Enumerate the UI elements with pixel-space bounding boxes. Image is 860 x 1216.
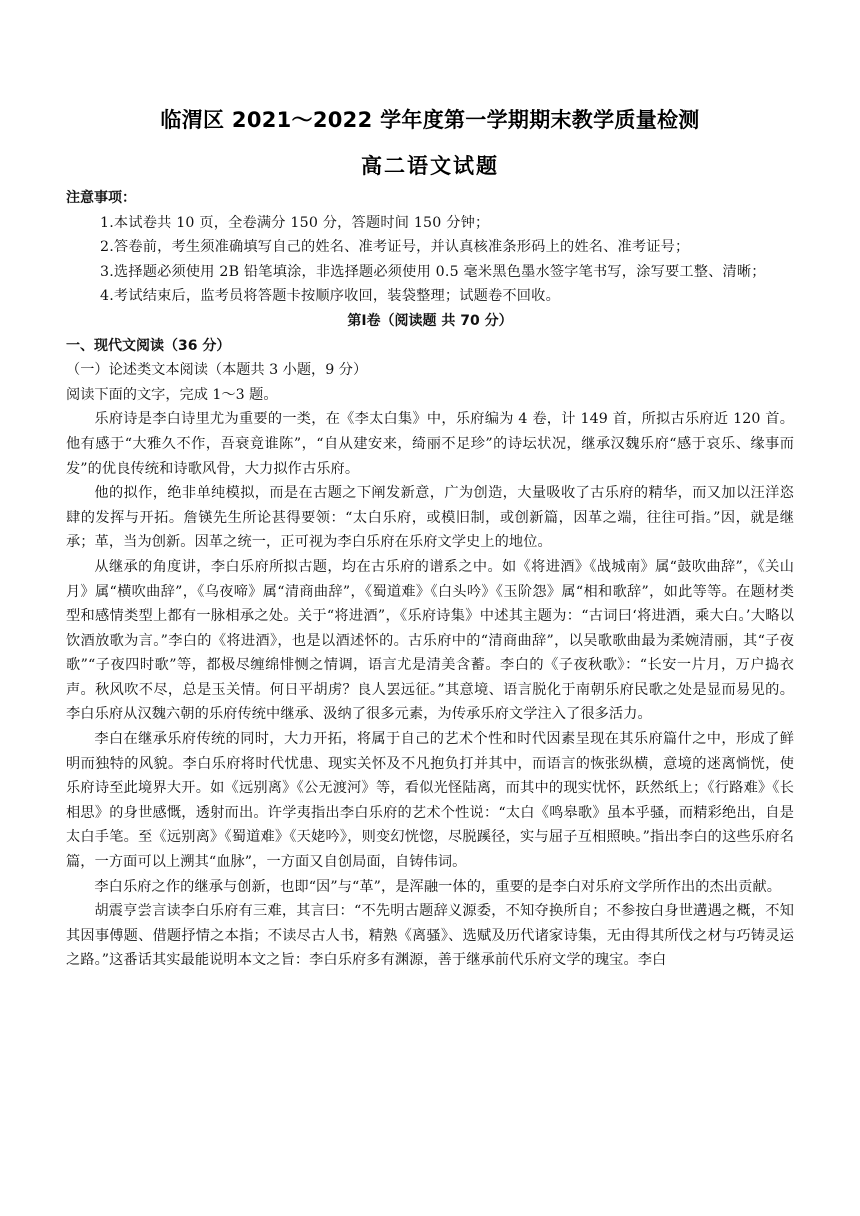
note-item: 3.选择题必须使用 2B 铅笔填涂，非选择题必须使用 0.5 毫米黑色墨水签字笔书写，涂写要工整、清晰； bbox=[100, 263, 766, 280]
passage-paragraph: 李白乐府之作的继承与创新，也即“因”与“革”，是浑融一体的，重要的是李白对乐府文学所作出的杰出贡献。 bbox=[94, 878, 782, 895]
exam-body bbox=[66, 186, 794, 973]
sub-heading: （一）论述类文本阅读（本题共 3 小题，9 分） bbox=[66, 362, 368, 379]
notes-heading: 注意事项： bbox=[66, 190, 136, 206]
reading-instruction: 阅读下面的文字，完成 1～3 题。 bbox=[66, 386, 278, 403]
note-item: 2.答卷前，考生须准确填写自己的姓名、准考证号，并认真核准条形码上的姓名、准考证号； bbox=[100, 239, 690, 256]
note-item: 4.考试结束后，监考员将答题卡按顺序收回，装袋整理；试题卷不回收。 bbox=[100, 288, 560, 305]
passage-paragraph: 从继承的角度讲，李白乐府所拟古题，均在古乐府的谱系之中。如《将进酒》《战城南》属“鼓吹曲辞”，《关山月》属“横吹曲辞”，《乌夜啼》属“清商曲辞”，《蜀道难》《白头吟》《玉阶怨》属“相和歌辞”，如此等等。在题材类型和感情类型上都有一脉相承之处。关于“将进酒”，《乐府诗集》中述其主题为：“古词曰‘将进酒，乘大白。’大略以饮酒放歌为言。”李白的《将进酒》，也是以酒述怀的。古乐府中的“清商曲辞”，以吴歌歌曲最为柔婉清丽，其“子夜歌”“子夜四时歌”等，都极尽缠绵悱恻之情调，语言尤是清美含蓄。李白的《子夜秋歌》：“长安一片月，万户捣衣声。秋风吹不尽，总是玉关情。何日平胡虏？良人罢远征。”其意境、语言脱化于南朝乐府民歌之处是显而易见的。李白乐府从汉魏六朝的乐府传统中继承、汲纳了很多元素，为传承乐府文学注入了很多活力。 bbox=[66, 558, 794, 723]
note-item: 1.本试卷共 10 页，全卷满分 150 分，答题时间 150 分钟； bbox=[100, 214, 490, 231]
exam-title: 临渭区 2021～2022 学年度第一学期期末教学质量检测 bbox=[160, 108, 700, 132]
section-title: 第Ⅰ卷（阅读题 共 70 分） bbox=[347, 312, 513, 329]
part-heading: 一、现代文阅读（36 分） bbox=[66, 337, 231, 354]
passage-paragraph: 李白在继承乐府传统的同时，大力开拓，将属于自己的艺术个性和时代因素呈现在其乐府篇什之中，形成了鲜明而独特的风貌。李白乐府将时代忧患、现实关怀及不凡抱负打并其中，而语言的恢张纵横，意境的迷离惝恍，使乐府诗至此境界大开。如《远别离》《公无渡河》等，看似光怪陆离，而其中的现实忧怀，跃然纸上；《行路难》《长相思》的身世感慨，透射而出。许学夷指出李白乐府的艺术个性说：“太白《鸣皋歌》虽本乎骚，而精彩绝出，自是太白手笔。至《远别离》《蜀道难》《天姥吟》，则变幻恍惚，尽脱蹊径，实与屈子互相照映。”指出李白的这些乐府名篇，一方面可以上溯其“血脉”，一方面又自创局面，自铸伟词。 bbox=[66, 731, 794, 871]
passage-paragraph: 乐府诗是李白诗里尤为重要的一类，在《李太白集》中，乐府编为 4 卷，计 149 首，所拟古乐府近 120 首。他有感于“大雅久不作，吾衰竟谁陈”，“自从建安来，绮丽不足珍”的诗坛状况，继承汉魏乐府“感于哀乐、缘事而发”的优良传统和诗歌风骨，大力拟作古乐府。 bbox=[66, 411, 794, 477]
passage-paragraph: 他的拟作，绝非单纯模拟，而是在古题之下阐发新意，广为创造，大量吸收了古乐府的精华，而又加以汪洋恣肆的发挥与开拓。詹锳先生所论甚得要领：“太白乐府，或模旧制，或创新篇，因革之端，往往可指。”因，就是继承；革，当为创新。因革之统一，正可视为李白乐府在乐府文学史上的地位。 bbox=[66, 485, 794, 551]
passage-paragraph: 胡震亨尝言读李白乐府有三难，其言曰：“不先明古题辞义源委，不知夺换所自；不参按白身世遘遇之概，不知其因事傅题、借题抒情之本指；不读尽古人书，精熟《离骚》、选赋及历代诸家诗集，无由得其所伐之材与巧铸灵运之路。”这番话其实最能说明本文之旨：李白乐府多有渊源，善于继承前代乐府文学的瑰宝。李白 bbox=[66, 903, 794, 969]
exam-subtitle: 高二语文试题 bbox=[361, 154, 499, 178]
